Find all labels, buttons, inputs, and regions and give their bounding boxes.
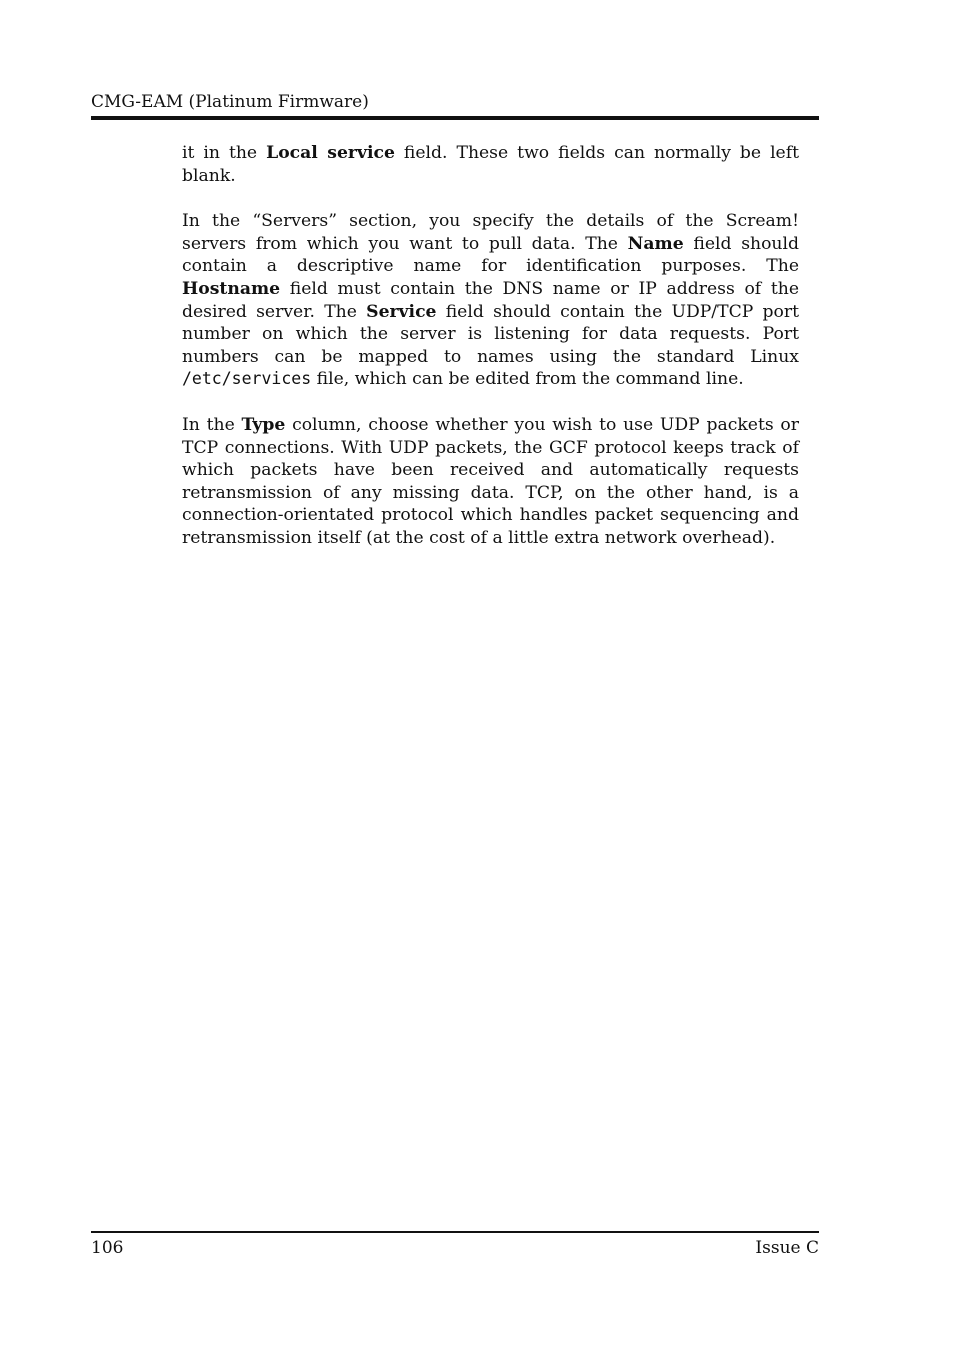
text-run: column, choose whether you wish to use UDP packets or TCP connections. With UDP packets, the GCF protocol keeps track of which packets have been received and automatically requests retransmission of any missing data. TCP, on the other hand, is a connection-orientated protocol which handles packet sequencing and retransmission itself (at the cost of a little extra network overhead). xyxy=(182,414,799,548)
header-rule xyxy=(91,116,819,120)
text-run: file, which can be edited from the command line. xyxy=(311,369,744,390)
body-text xyxy=(182,142,799,573)
document-header-title: CMG-EAM (Platinum Firmware) xyxy=(91,92,369,112)
term-hostname: Hostname xyxy=(182,278,281,299)
term-type: Type xyxy=(241,414,286,435)
text-run: In the “Servers” section, you specify the details of the Scream! servers from which you want to pull data. The xyxy=(182,211,799,254)
text-run: field must contain the DNS name or IP address of the desired server. The xyxy=(182,278,799,322)
term-local-service: Local service xyxy=(266,143,395,163)
paragraph-servers-section xyxy=(182,210,799,391)
footer-rule xyxy=(91,1231,819,1233)
text-run: field. These two fields can normally be left blank. xyxy=(182,143,799,186)
text-run: field should contain a descriptive name for identification purposes. The xyxy=(182,233,800,277)
text-run: In the xyxy=(182,414,242,435)
page-number: 106 xyxy=(91,1238,124,1258)
paragraph-type-column xyxy=(182,414,799,550)
code-etc-services: /etc/services xyxy=(182,369,312,389)
paragraph-local-service xyxy=(182,142,799,187)
term-name: Name xyxy=(627,233,684,254)
term-service: Service xyxy=(366,301,437,322)
issue-label: Issue C xyxy=(755,1238,819,1258)
text-run: field should contain the UDP/TCP port number on which the server is listening for data requests. Port numbers can be mapped to names using the standard Linux xyxy=(182,301,799,367)
text-run: it in the xyxy=(182,143,267,163)
